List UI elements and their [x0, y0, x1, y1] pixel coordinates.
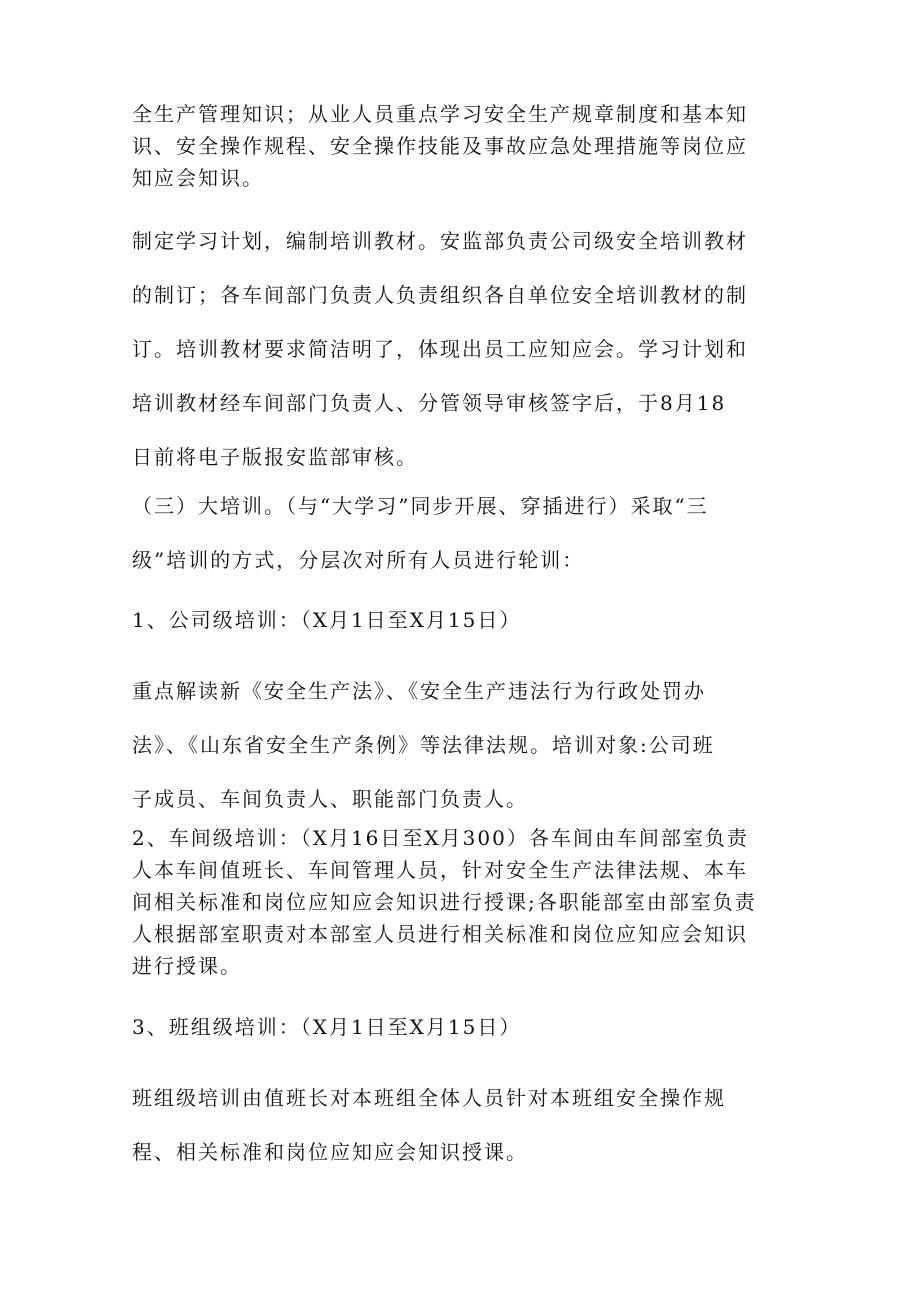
heading-company-level-training	[132, 593, 796, 647]
text-line: 订。培训教材要求简洁明了，体现出员工应知应会。学习计划和	[132, 337, 748, 361]
paragraph-big-training	[132, 479, 796, 587]
text-line: 全生产管理知识；从业人员重点学习安全生产规章制度和基本知	[132, 102, 748, 126]
text-line: 培训教材经车间部门负责人、分管领导审核签字后，于8月18	[132, 391, 727, 415]
text-line: 子成员、车间负责人、职能部门负责人。	[132, 787, 528, 811]
text-line: 3、班组级培训：（X月1日至X月15日）	[132, 1015, 522, 1039]
paragraph-workshop-level-training	[132, 822, 796, 982]
text-line: （三）大培训。（与“大学习”同步开展、穿插进行）采取“三	[132, 494, 709, 518]
text-line: 1、公司级培训：（X月1日至X月15日）	[132, 608, 522, 632]
paragraph-team-level-content	[132, 1071, 796, 1179]
paragraph-company-level-content	[132, 664, 796, 826]
text-line: 班组级培训由值班长对本班组全体人员针对本班组安全操作规	[132, 1086, 726, 1110]
text-line: 知应会知识。	[132, 166, 264, 190]
text-line: 的制订；各车间部门负责人负责组织各自单位安全培训教材的制	[132, 283, 748, 307]
text-line: 级”培训的方式，分层次对所有人员进行轮训：	[132, 548, 585, 572]
text-line: 重点解读新《安全生产法》、《安全生产违法行为行政处罚办	[132, 679, 706, 703]
text-line: 间相关标准和岗位应知应会知识进行授课;各职能部室由部室负责	[132, 890, 757, 914]
text-line: 识、安全操作规程、安全操作技能及事故应急处理措施等岗位应	[132, 134, 748, 158]
text-line: 日前将电子版报安监部审核。	[132, 445, 418, 469]
text-line: 制定学习计划，编制培训教材。安监部负责公司级安全培训教材	[132, 229, 748, 253]
text-line: 2、车间级培训：（X月16日至X月300）各车间由车间部室负责	[132, 826, 749, 850]
paragraph-study-plan	[132, 214, 796, 484]
text-line: 程、相关标准和岗位应知应会知识授课。	[132, 1140, 528, 1164]
paragraph-safety-knowledge	[132, 98, 796, 194]
text-line: 进行授课。	[132, 954, 242, 978]
text-line: 法》、《山东省安全生产条例》等法律法规。培训对象:公司班	[132, 733, 715, 757]
heading-team-level-training	[132, 1000, 796, 1054]
text-line: 人本车间值班长、车间管理人员，针对安全生产法律法规、本车	[132, 858, 748, 882]
text-line: 人根据部室职责对本部室人员进行相关标准和岗位应知应会知识	[132, 922, 748, 946]
